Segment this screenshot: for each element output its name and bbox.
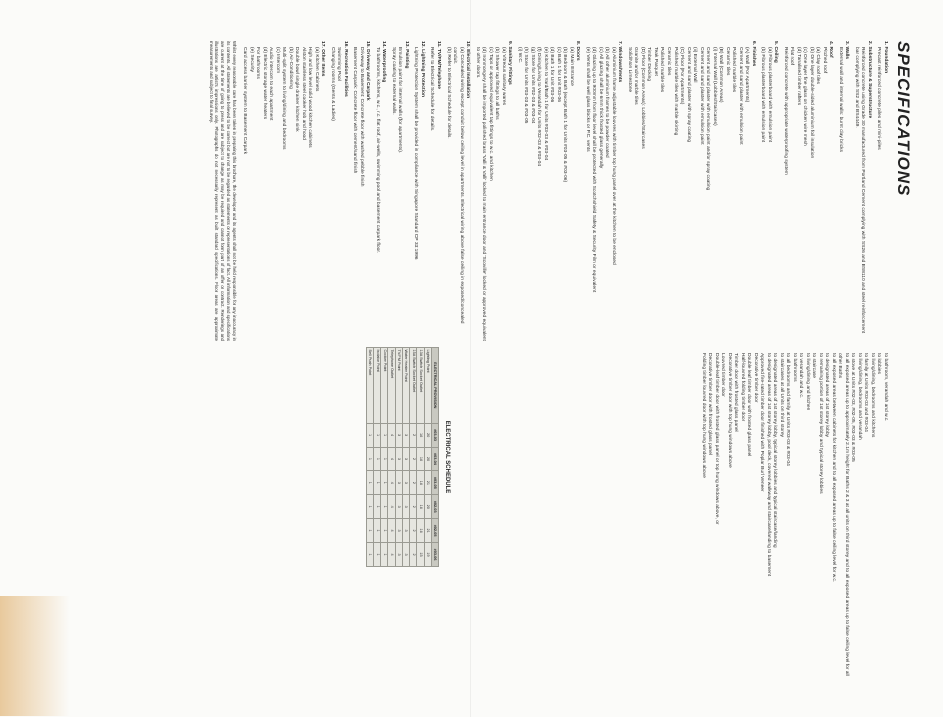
section-heading: 12. Lightning Protection (419, 40, 425, 97)
spec-item: (c) Taps or approved equivalent tap fittings to w.c. and kitchen (487, 46, 493, 181)
spec-item: Multi-split system to living/dining and bedrooms (280, 46, 286, 149)
spec-item: Decorative timber door with top hung windows above (726, 352, 732, 468)
spec-item: Cement and sand plaster with emulsion paint (737, 46, 743, 145)
table-header-cell: #03-05 (431, 470, 438, 494)
spec-item: to stove at Units #02-03, #02-05, #03-03 & #03-05 (849, 352, 855, 462)
spec-item: (d) Tanalised timber rafters (795, 46, 801, 105)
table-cell: 3 (395, 494, 402, 518)
table-cell: 3 (402, 542, 409, 566)
disclaimer-text: Whilst every reasonable care has been taken in preparing this brochure, the developer and its agents shall not be held responsible for any inaccuracy in its contents. All statements are believed to be correct but are not to be regarded as statements or representations of fact. All information and specifications are current at the time of going to press and are subject to change as may be required and cannot form part of an offer or contract. Renderings and illustrations are artist's impressions only. Photographs do not necessarily represent as built standard specifications. Floor areas are approximate measurements and subject to final survey. (208, 40, 237, 341)
table-cell: 1 (380, 542, 387, 566)
section-heading: 10. Electrical Installation (464, 40, 470, 98)
table-cell: 1 (373, 518, 380, 542)
spec-item: to living/dining and kitchen (804, 352, 810, 410)
table-cell: 1 (366, 518, 373, 542)
spec-section (240, 41, 325, 341)
spec-item: (d) Ironmongery shall be imported polished brass 'Valli & Valli' locked to main entrance door and 'Scoville' locked or approved equivalent to other doors. (474, 46, 486, 341)
spec-item: Folding timber louvred door with top hung windows above (700, 352, 706, 478)
spec-item: to lobbies (875, 352, 881, 374)
spec-item: Pitched roof (821, 46, 827, 73)
spec-section (389, 41, 409, 341)
section-heading: 9. Sanitary Fittings (506, 40, 512, 85)
spec-item: Cement and sand plaster with spray coating (685, 46, 691, 142)
table-header-row (431, 347, 438, 566)
spec-item: Card access barrier system to Basement Carpark (241, 46, 247, 154)
spec-item: Double bowl single drainer kitchen sink (293, 46, 299, 132)
section-heading: 17. Other Items (319, 40, 325, 76)
table-row (416, 347, 423, 566)
table-cell: 1 (373, 542, 380, 566)
spec-item: Reinforced concrete using Grade 30 manufactured from Portland Cement complying with SS26 and BS8110 and steel reinforcement bar complying with SS2 and BS4449. (853, 46, 865, 333)
spec-section (625, 41, 755, 341)
spec-item: (b) Refer to Electrical Schedule for details. (445, 46, 451, 139)
spec-item: to designated areas of 1st storey lobby, pool deck, covered walkway and staircase/landing to basement (765, 352, 771, 576)
table-cell: 1 (380, 423, 387, 447)
spec-item: Changing rooms (Gents & Ladies) (329, 46, 335, 121)
spec-item: (a) Clay roof tiles (814, 46, 820, 84)
table-cell: 16 (416, 494, 423, 518)
spec-item: (b) Bedroom & Bath (except Bath 1 for Units #03-05 & #03-06) (561, 46, 567, 182)
spec-section (836, 41, 849, 341)
table-row (373, 347, 380, 566)
spec-right-column (699, 347, 888, 677)
spec-item: (d) Electric storage water heaters (261, 46, 267, 119)
spec-item: Ceramic tiles (724, 46, 730, 75)
section-heading: 4. Roof (827, 40, 833, 58)
table-cell: 3 (395, 447, 402, 471)
table-cell: 16 (416, 470, 423, 494)
spec-item: Lightning Protection System shall be provided in compliance with Singapore Standard CP 33:1996 (412, 46, 418, 260)
table-cell: 3 (402, 447, 409, 471)
spec-item: (a) Kitchen Cabinets (313, 46, 319, 91)
rotated-page (28, 25, 916, 693)
spec-item: to all bedrooms and family at Units #03-03 & #03-04 (784, 352, 790, 466)
table-cell: 3 (395, 518, 402, 542)
spec-item: to all exposed areas between cabinets for kitchen and to all exposed areas up to false ceiling level for w.c. (830, 352, 836, 582)
table-cell: 1 (366, 470, 373, 494)
spec-item: (d) Glazing up to 900mm from floor level shall be protected with Scotchshield Safety & Security Film or equivalent (590, 46, 596, 292)
table-cell: 3 (395, 542, 402, 566)
spec-section (781, 41, 833, 341)
spec-item: Driveway to Basement: Concrete floor with washed pebble finish (358, 46, 364, 186)
spec-left-column (207, 41, 887, 341)
table-cell: Cooker Point (380, 347, 387, 423)
table-cell: 3 (395, 470, 402, 494)
spec-item: Timber Decking (645, 46, 651, 81)
section-heading: 7. Windows/Vents (616, 40, 622, 82)
table-cell: 13A Switch Socket Outlet (416, 347, 423, 423)
spec-item: (a) Main Entrance (568, 46, 574, 86)
spec-section (758, 41, 778, 341)
table-row (395, 347, 402, 566)
spec-item: Alston stainless steel cooker hob and hood (300, 46, 306, 140)
table-cell: 3 (395, 423, 402, 447)
table-cell: 20 (424, 423, 431, 447)
table-cell: 2 (409, 494, 416, 518)
section-heading: 6. Finishes (750, 40, 756, 66)
spec-item: Flat roof (788, 46, 794, 65)
spec-item: (D) Floor (Common Areas): Lobbies/Staircases (639, 46, 645, 149)
table-cell: 1 (380, 494, 387, 518)
table-row (402, 347, 409, 566)
spec-item: (a) Concealed wiring except conduit below ceiling level in apartments. Electrical wiring above false ceiling in exposed/concealed conduit. (451, 46, 464, 323)
table-cell: 3 (402, 470, 409, 494)
table-cell: 2 (409, 423, 416, 447)
spec-item: High and low level solid wood kitchen cabinets (306, 46, 312, 148)
section-heading: 5. Ceiling (772, 40, 778, 63)
section-heading: 16. Recreation Facilities (342, 40, 348, 97)
table-row (409, 347, 416, 566)
table-cell: 16 (416, 447, 423, 471)
section-heading: 14. Waterproofing (380, 40, 386, 82)
spec-item: to living/dining, bedrooms and kitchens (869, 352, 875, 437)
section-heading: 11. TV/FM/Telephone (435, 40, 441, 89)
spec-item: to staircases at all Units on third storey (778, 352, 784, 437)
spec-item: Polished marble tiles (659, 46, 664, 92)
spec-item: to verandah and w.c. (797, 352, 803, 398)
spec-item: Decorative timber door with frosted glass panel (706, 352, 712, 455)
table-row (387, 347, 394, 566)
spec-item: to designated areas of 1st storey lobby, typical storey lobbies and typical staircase/landing (771, 352, 777, 548)
spec-item: (d) Bath 1 for Unit #03-06 (548, 46, 554, 102)
spec-item: to family at Units #03-03 and #03-04 (862, 352, 868, 432)
table-cell: 21 (424, 470, 431, 494)
table-cell: 1 (373, 470, 380, 494)
table-cell: 1 (366, 494, 373, 518)
table-cell: Lighting Point (424, 347, 431, 423)
table-row (380, 347, 387, 566)
spec-item: (i) W.C. (516, 46, 522, 63)
spec-item: to remaining portion of 1st storey lobby and typical storey lobbies (817, 352, 823, 494)
table-cell: 1 (366, 423, 373, 447)
section-heading: 8. Doors (574, 40, 580, 61)
table-cell: Telephone Outlet (387, 347, 394, 423)
spec-section (328, 41, 348, 341)
spec-item: to all exposed areas up to approximately 2.1m height for Baths 2 & 3 at all units on third storey and to all exposed areas up to false ceiling level for all other Baths (836, 352, 849, 676)
spec-section (473, 41, 512, 341)
table-cell: 2 (409, 447, 416, 471)
table-cell: 1 (366, 447, 373, 471)
spec-item: Reinforced concrete with appropriate waterproofing system (782, 46, 788, 175)
table-cell: 2 (409, 518, 416, 542)
table-cell: 1 (373, 494, 380, 518)
spec-item: External wall and internal walls: burnt clay bricks (837, 46, 843, 152)
spec-item: to designated areas of 1st storey lobby (823, 352, 829, 437)
spec-item: (i) Internal Wall (Lobbies/Staircases) (711, 46, 717, 126)
spec-section (411, 41, 424, 341)
table-cell: 3 (402, 423, 409, 447)
spec-item: Cement and sand plaster with emulsion paint and/or spray coating (704, 46, 710, 190)
spec-item: Teak Parquet (652, 46, 658, 76)
spec-item: (f) Dining/Living to Verandah for Units #02-03 & #03-04 (535, 46, 541, 166)
spec-section (874, 41, 887, 341)
spec-item: Ceramic tiles (665, 46, 671, 75)
spec-item: (ii) External Wall (691, 46, 697, 82)
table-cell: 16 (416, 518, 423, 542)
table-cell: 20 (424, 447, 431, 471)
table-header-cell: #02-05 (431, 518, 438, 542)
spec-item: Louvred timber door (719, 352, 725, 397)
spec-item: (b) Fibrous plasterboard with emulsion paint (759, 46, 765, 142)
table-header-cell: #03-03 (431, 423, 438, 447)
table-cell: Bell Push Point (366, 347, 373, 423)
table-header-cell: ELECTRICAL PROVISION (431, 347, 438, 423)
table-header-cell: #03-06 (431, 542, 438, 566)
spec-item: (g) Store for Units #02-03 & #03-04 (529, 46, 535, 123)
table-cell: Isolator Point (373, 347, 380, 423)
spec-item: (c) All glazing shall be 6mm thick frosted glass generally (597, 46, 603, 168)
spec-item: Emulsion paint for internal walls (for apartments). (396, 46, 402, 153)
table-cell: TV/FM Point (395, 347, 402, 423)
spec-item: Refer to Electrical Schedule for details. (428, 46, 434, 131)
table-cell: 21 (424, 518, 431, 542)
spec-item: (a) Vitreous sanitary wares (500, 46, 506, 105)
spec-item: Double leaf timber door with frosted glass panel (745, 352, 751, 456)
spec-item: (b) Air-Conditioning (287, 46, 293, 89)
spec-item: Swimming Pool (335, 46, 341, 81)
table-cell: 15 (416, 542, 423, 566)
table-cell: 4 (387, 423, 394, 447)
spec-item: to bathrooms (791, 352, 797, 382)
spec-item: Granite and/or marble tiles (632, 46, 638, 105)
spec-item: (a) Fibrous plasterboard with emulsion paint (766, 46, 772, 142)
electrical-schedule-title: ELECTRICAL SCHEDULE (443, 420, 450, 493)
table-cell: 15A Switch Socket Outlet (409, 347, 416, 423)
spec-item: Timber door with frosted glass panel (732, 352, 738, 432)
table-cell: 1 (380, 518, 387, 542)
spec-item: (c) Bath 1 for Unit #03-06 (555, 46, 561, 102)
spec-item: (c) Intercom (274, 46, 280, 73)
table-cell: 2 (409, 470, 416, 494)
table-cell: 20 (424, 494, 431, 518)
spec-item: For bathrooms (254, 46, 260, 79)
table-cell: 2 (409, 542, 416, 566)
table-cell: 4 (387, 447, 394, 471)
spec-item: Half-louvred folding timber door (739, 352, 745, 421)
section-heading: 3. Walls (843, 40, 849, 59)
spec-item: (B) Wall (Common Areas) (717, 46, 723, 103)
spec-item: to living/dining, bedrooms and verandah (856, 352, 862, 440)
spec-section (427, 41, 440, 341)
spec-item: Cement and sand plaster with emulsion paint (698, 46, 704, 145)
spec-section (373, 41, 386, 341)
table-cell: 16 (416, 423, 423, 447)
section-heading: 15. Driveway and Carpark (364, 40, 370, 101)
spec-section (852, 41, 872, 341)
spec-item: Polished marble tiles (730, 46, 736, 92)
table-cell: 1 (366, 542, 373, 566)
spec-item: to bathroom, verandah and w.c. (882, 352, 888, 422)
spec-item: Precast reinforced concrete piles and mini-piles (875, 46, 881, 150)
spec-item: (h) Store for Units #03-03 & #03-05 (522, 46, 528, 123)
spec-item: (b) One layer double-sided aluminium foil insulation (808, 46, 814, 158)
spec-item: Double-leaf timber door with frosted glass panel or top hung windows above, or (713, 352, 719, 525)
spec-item: (b) All other aluminium frames to be powder coated (603, 46, 609, 158)
spec-item: (b) Shower tap fittings to all baths (493, 46, 499, 120)
section-heading: 2. Substructure & Superstructure (866, 40, 872, 118)
spec-item: (e) Kitchen to Yard/Bath 1 for Units #03-03 & #03-04 (542, 46, 548, 160)
table-cell: 4 (387, 518, 394, 542)
table-header-cell: #02-03 (431, 494, 438, 518)
section-heading: 13. Painting (403, 40, 409, 68)
table-cell: 3 (402, 494, 409, 518)
table-cell: 19 (424, 542, 431, 566)
spec-section (583, 41, 622, 341)
table-cell: 4 (387, 494, 394, 518)
spec-item: Solid/Non Limestone (626, 46, 632, 92)
spec-section (350, 41, 370, 341)
spec-item: (C) Floor (For Apartments) (678, 46, 684, 104)
spec-item: (a) Aluminium frame adjustable louvres with timber top hung panel over at the kitchen to be enclosed (610, 46, 616, 265)
spec-item: to staircase (810, 352, 816, 378)
table-row (366, 347, 373, 566)
spec-item: Approved fire-rated timber door finished with Poplar Burl Veneer (758, 352, 764, 492)
table-cell: 3 (402, 518, 409, 542)
electrical-schedule-table (365, 347, 438, 567)
spec-item: (e) Vents shall be well glass blocks or P.C. vents (584, 46, 590, 152)
spec-section (444, 41, 470, 341)
electrical-schedule (365, 347, 449, 567)
section-heading: 1. Foundation (882, 40, 888, 73)
spec-item: Spray coating to external walls. (390, 46, 396, 115)
table-cell: 1 (373, 423, 380, 447)
spec-item: (e) Security (248, 46, 254, 72)
page-title: SPECIFICATIONS (893, 40, 913, 196)
spec-section (515, 41, 580, 341)
spec-item: Basement Carpark: Concrete floor with cement/sand finish (351, 46, 357, 173)
table-cell: 1 (380, 447, 387, 471)
table-cell: 1 (373, 447, 380, 471)
table-cell: 4 (387, 470, 394, 494)
spec-item: Polished marble tiles with marble skirting (672, 46, 678, 135)
spec-item: (c) One layer fine glass on chicken wire mesh (801, 46, 807, 146)
table-row (424, 347, 431, 566)
spec-item: Audio intercom to each apartment (267, 46, 273, 120)
table-cell: 4 (387, 542, 394, 566)
spec-item: To bathrooms, kitchens, w.c., r.c. flat roof, air-wells, swimming pool and basement carpark floor. (374, 46, 380, 253)
table-cell: 1 (380, 470, 387, 494)
table-cell: Water Heater Point (402, 347, 409, 423)
spec-item: (A) Wall (For Apartments) (743, 46, 749, 102)
spec-item: Decorative timber door (752, 352, 758, 402)
table-header-cell: #03-04 (431, 447, 438, 471)
